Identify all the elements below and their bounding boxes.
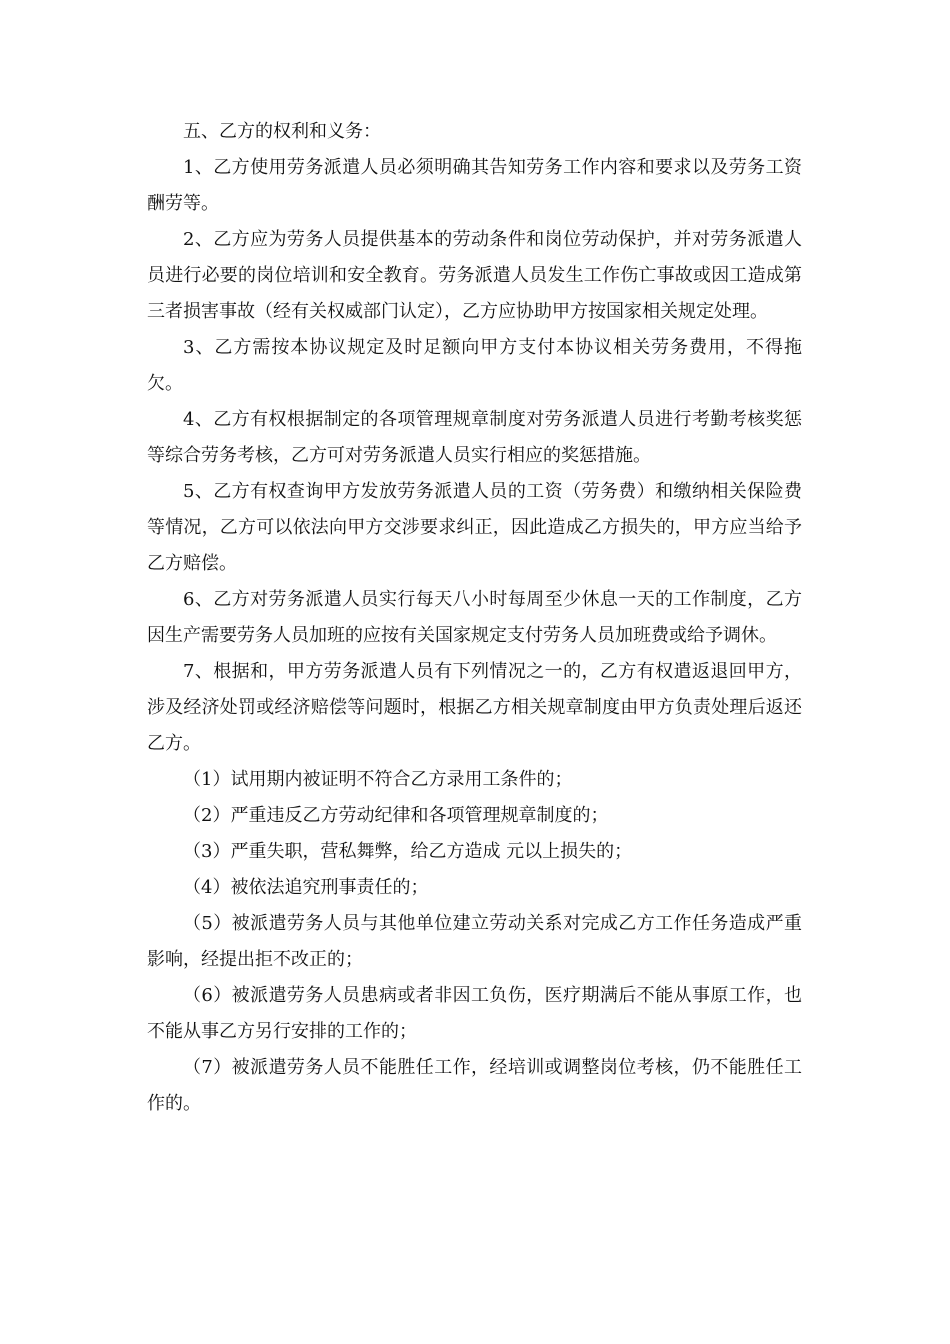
document-body xyxy=(147,114,802,1122)
section-heading: 五、乙方的权利和义务： xyxy=(183,121,381,142)
paragraph-6: 6、乙方对劳务派遣人员实行每天八小时每周至少休息一天的工作制度，乙方因生产需要劳务人员加班的应按有关国家规定支付劳务人员加班费或给予调休。 xyxy=(147,589,802,646)
list-item-7: （7）被派遣劳务人员不能胜任工作，经培训或调整岗位考核，仍不能胜任工作的。 xyxy=(147,1057,802,1114)
paragraph-2: 2、乙方应为劳务人员提供基本的劳动条件和岗位劳动保护，并对劳务派遣人员进行必要的岗位培训和安全教育。劳务派遣人员发生工作伤亡事故或因工造成第三者损害事故（经有关权威部门认定），乙方应协助甲方按国家相关规定处理。 xyxy=(147,229,802,322)
list-item-6: （6）被派遣劳务人员患病或者非因工负伤，医疗期满后不能从事原工作，也不能从事乙方另行安排的工作的； xyxy=(147,985,802,1042)
paragraph-4: 4、乙方有权根据制定的各项管理规章制度对劳务派遣人员进行考勤考核奖惩等综合劳务考核，乙方可对劳务派遣人员实行相应的奖惩措施。 xyxy=(147,409,802,466)
list-item-4: （4）被依法追究刑事责任的； xyxy=(183,877,429,898)
list-item-2: （2）严重违反乙方劳动纪律和各项管理规章制度的； xyxy=(183,805,609,826)
paragraph-1: 1、乙方使用劳务派遣人员必须明确其告知劳务工作内容和要求以及劳务工资酬劳等。 xyxy=(147,157,802,214)
paragraph-3: 3、乙方需按本协议规定及时足额向甲方支付本协议相关劳务费用，不得拖欠。 xyxy=(147,337,802,394)
paragraph-5: 5、乙方有权查询甲方发放劳务派遣人员的工资（劳务费）和缴纳相关保险费等情况，乙方可以依法向甲方交涉要求纠正，因此造成乙方损失的，甲方应当给予乙方赔偿。 xyxy=(147,481,802,574)
paragraph-7: 7、根据和，甲方劳务派遣人员有下列情况之一的，乙方有权遣返退回甲方，涉及经济处罚或经济赔偿等问题时，根据乙方相关规章制度由甲方负责处理后返还乙方。 xyxy=(147,661,802,754)
list-item-1: （1）试用期内被证明不符合乙方录用工条件的； xyxy=(183,769,573,790)
list-item-3: （3）严重失职，营私舞弊，给乙方造成 元以上损失的； xyxy=(183,841,633,862)
list-item-5: （5）被派遣劳务人员与其他单位建立劳动关系对完成乙方工作任务造成严重影响，经提出拒不改正的； xyxy=(147,913,802,970)
